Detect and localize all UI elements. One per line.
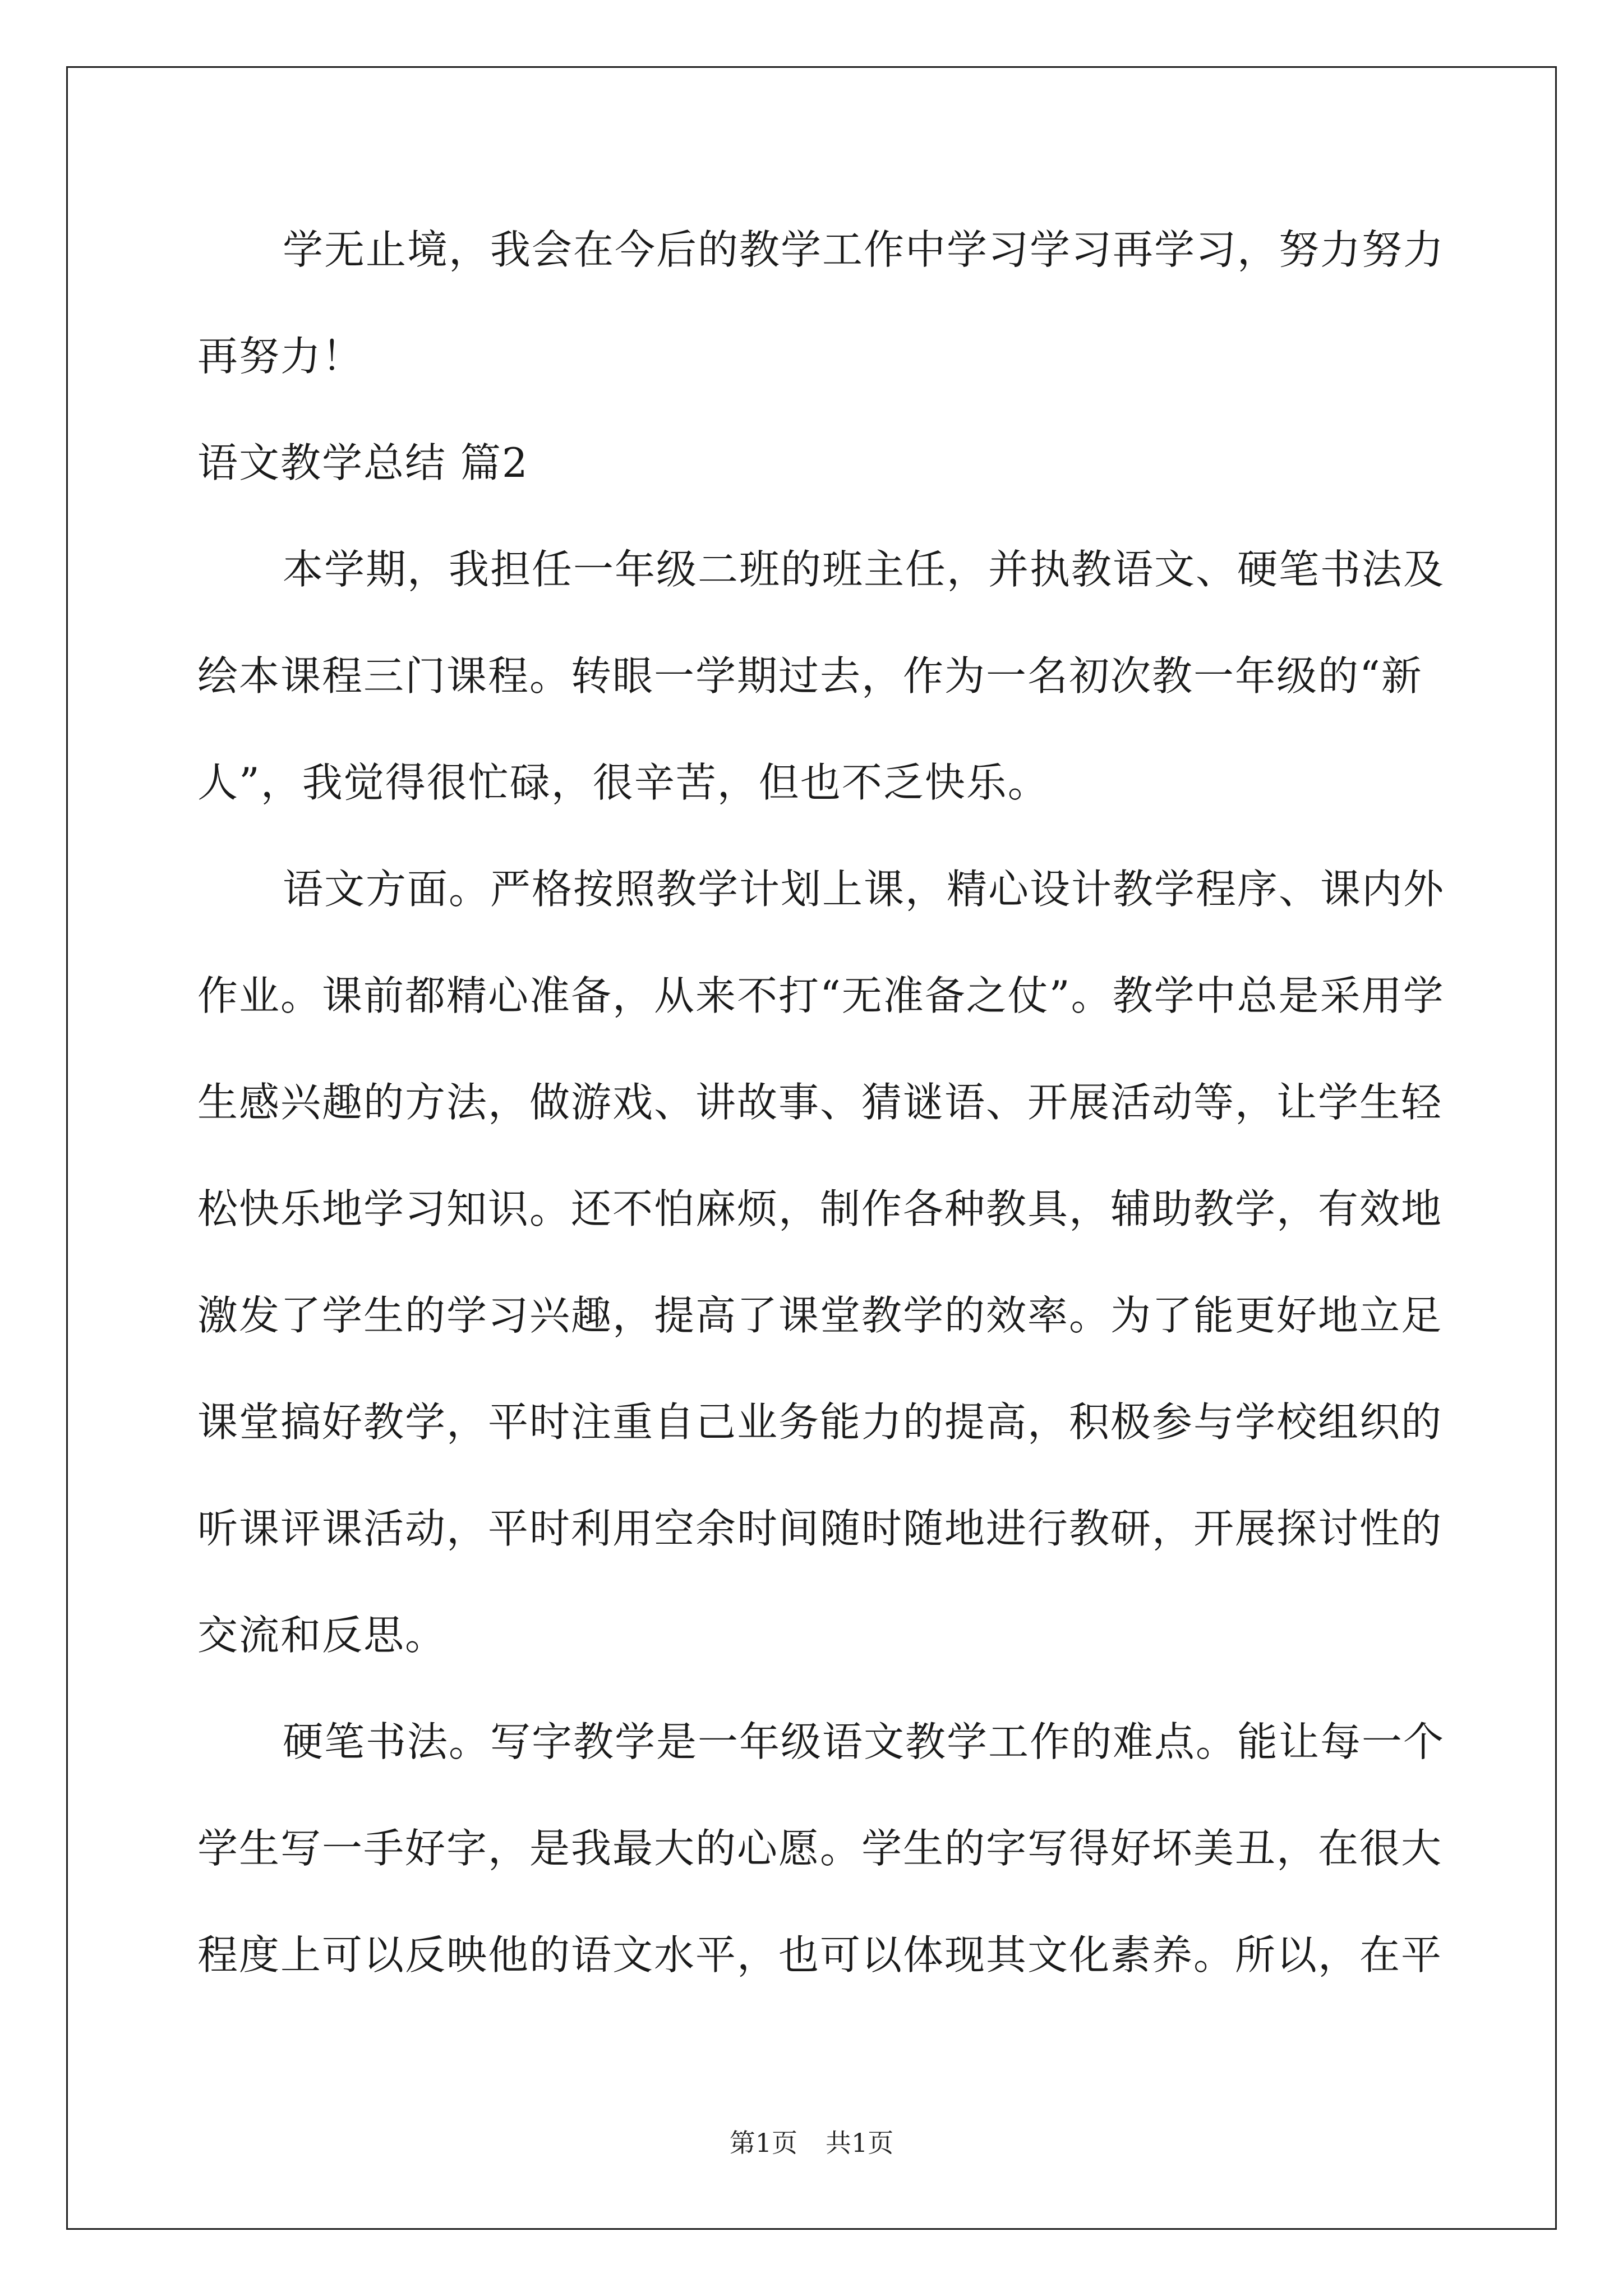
page-footer bbox=[0, 2126, 1623, 2160]
paragraph-line: 激发了学生的学习兴趣，提高了课堂教学的效率。为了能更好地立足 bbox=[197, 1292, 1443, 1339]
page-number: 第1页 bbox=[729, 2128, 797, 2158]
paragraph-line: 交流和反思。 bbox=[197, 1612, 447, 1659]
paragraph-line: 语文方面。严格按照教学计划上课，精心设计教学程序、课内外 bbox=[283, 866, 1445, 913]
paragraph-line: 学无止境，我会在今后的教学工作中学习学习再学习，努力努力 bbox=[283, 226, 1445, 273]
paragraph-line: 听课评课活动，平时利用空余时间随时随地进行教研，开展探讨性的 bbox=[197, 1505, 1443, 1552]
paragraph-line: 硬笔书法。写字教学是一年级语文教学工作的难点。能让每一个 bbox=[283, 1718, 1445, 1765]
paragraph-line: 松快乐地学习知识。还不怕麻烦，制作各种教具，辅助教学，有效地 bbox=[197, 1185, 1443, 1232]
paragraph-line: 作业。课前都精心准备，从来不打“无准备之仗”。教学中总是采用学 bbox=[197, 972, 1445, 1019]
paragraph-line: 本学期，我担任一年级二班的班主任，并执教语文、硬笔书法及 bbox=[283, 546, 1445, 593]
paragraph-line: 程度上可以反映他的语文水平，也可以体现其文化素养。所以，在平 bbox=[197, 1931, 1443, 1978]
paragraph-line: 绘本课程三门课程。转眼一学期过去，作为一名初次教一年级的“新 bbox=[197, 652, 1423, 700]
page-total: 共1页 bbox=[826, 2128, 894, 2158]
paragraph-line: 生感兴趣的方法，做游戏、讲故事、猜谜语、开展活动等，让学生轻 bbox=[197, 1079, 1443, 1126]
paragraph-line: 人”，我觉得很忙碌，很辛苦，但也不乏快乐。 bbox=[197, 759, 1049, 806]
paragraph-line: 学生写一手好字，是我最大的心愿。学生的字写得好坏美丑，在很大 bbox=[197, 1825, 1443, 1872]
document-body bbox=[197, 196, 1445, 2008]
paragraph-line: 再努力！ bbox=[197, 333, 364, 380]
paragraph-line: 课堂搞好教学，平时注重自己业务能力的提高，积极参与学校组织的 bbox=[197, 1398, 1443, 1446]
section-heading: 语文教学总结 篇2 bbox=[197, 439, 529, 486]
